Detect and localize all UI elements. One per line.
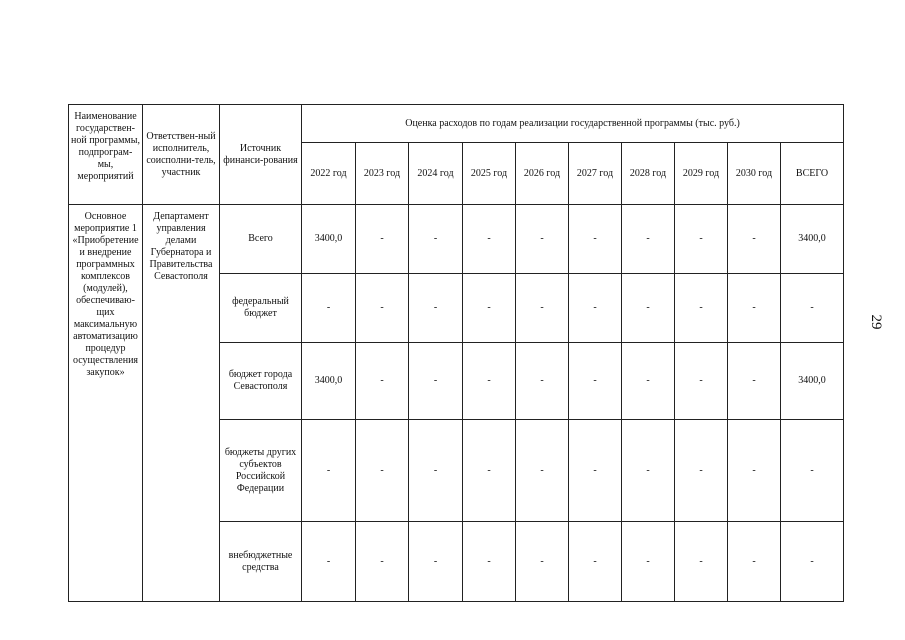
activity-executor: Департамент управления делами Губернатора и Правительства Севастополя <box>143 205 220 602</box>
value-cell: - <box>463 522 516 602</box>
value-cell: - <box>409 420 463 522</box>
value-cell: - <box>675 274 728 343</box>
header-executor: Ответствен-ный исполнитель, соисполни-тель, участник <box>143 105 220 205</box>
value-cell: 3400,0 <box>302 205 356 274</box>
header-year: 2029 год <box>675 143 728 205</box>
total-cell: - <box>781 274 844 343</box>
value-cell: - <box>356 522 409 602</box>
value-cell: - <box>728 274 781 343</box>
page-number: 29 <box>868 314 884 330</box>
value-cell: - <box>516 522 569 602</box>
value-cell: - <box>356 343 409 420</box>
header-estimate-title: Оценка расходов по годам реализации государственной программы (тыс. руб.) <box>302 105 844 143</box>
value-cell: - <box>622 522 675 602</box>
budget-table <box>68 104 844 602</box>
value-cell: - <box>569 205 622 274</box>
header-year: 2025 год <box>463 143 516 205</box>
value-cell: - <box>675 205 728 274</box>
total-cell: - <box>781 420 844 522</box>
table-row <box>69 205 844 274</box>
value-cell: - <box>675 522 728 602</box>
value-cell: - <box>409 343 463 420</box>
value-cell: - <box>728 343 781 420</box>
value-cell: - <box>569 420 622 522</box>
value-cell: - <box>302 420 356 522</box>
value-cell: - <box>569 522 622 602</box>
value-cell: - <box>409 205 463 274</box>
header-year: 2023 год <box>356 143 409 205</box>
funding-source: Всего <box>220 205 302 274</box>
value-cell: - <box>463 205 516 274</box>
value-cell: - <box>409 274 463 343</box>
value-cell: - <box>356 420 409 522</box>
value-cell: - <box>675 343 728 420</box>
funding-source: бюджет города Севастополя <box>220 343 302 420</box>
value-cell: 3400,0 <box>302 343 356 420</box>
value-cell: - <box>463 420 516 522</box>
value-cell: - <box>463 343 516 420</box>
value-cell: - <box>409 522 463 602</box>
header-year: 2024 год <box>409 143 463 205</box>
header-year: 2026 год <box>516 143 569 205</box>
activity-name: Основное мероприятие 1 «Приобретение и внедрение программных комплексов (модулей), обеспечиваю-щих максимальную автоматизацию процедур осуществления закупок» <box>69 205 143 602</box>
value-cell: - <box>463 274 516 343</box>
value-cell: - <box>569 343 622 420</box>
value-cell: - <box>516 274 569 343</box>
value-cell: - <box>728 420 781 522</box>
value-cell: - <box>302 274 356 343</box>
header-funding-source: Источник финанси-рования <box>220 105 302 205</box>
value-cell: - <box>728 205 781 274</box>
value-cell: - <box>622 205 675 274</box>
value-cell: - <box>622 274 675 343</box>
value-cell: - <box>302 522 356 602</box>
header-program-name: Наименование государствен-ной программы, подпрограм-мы, мероприятий <box>69 105 143 205</box>
value-cell: - <box>569 274 622 343</box>
header-year: 2022 год <box>302 143 356 205</box>
value-cell: - <box>728 522 781 602</box>
value-cell: - <box>516 420 569 522</box>
funding-source: бюджеты других субъектов Российской Федерации <box>220 420 302 522</box>
header-year: 2028 год <box>622 143 675 205</box>
header-year: 2027 год <box>569 143 622 205</box>
header-total: ВСЕГО <box>781 143 844 205</box>
value-cell: - <box>516 343 569 420</box>
total-cell: - <box>781 522 844 602</box>
value-cell: - <box>356 205 409 274</box>
total-cell: 3400,0 <box>781 343 844 420</box>
value-cell: - <box>622 420 675 522</box>
value-cell: - <box>622 343 675 420</box>
value-cell: - <box>356 274 409 343</box>
value-cell: - <box>516 205 569 274</box>
funding-source: федеральный бюджет <box>220 274 302 343</box>
total-cell: 3400,0 <box>781 205 844 274</box>
funding-source: внебюджетные средства <box>220 522 302 602</box>
value-cell: - <box>675 420 728 522</box>
header-row-1 <box>69 105 844 143</box>
header-year: 2030 год <box>728 143 781 205</box>
